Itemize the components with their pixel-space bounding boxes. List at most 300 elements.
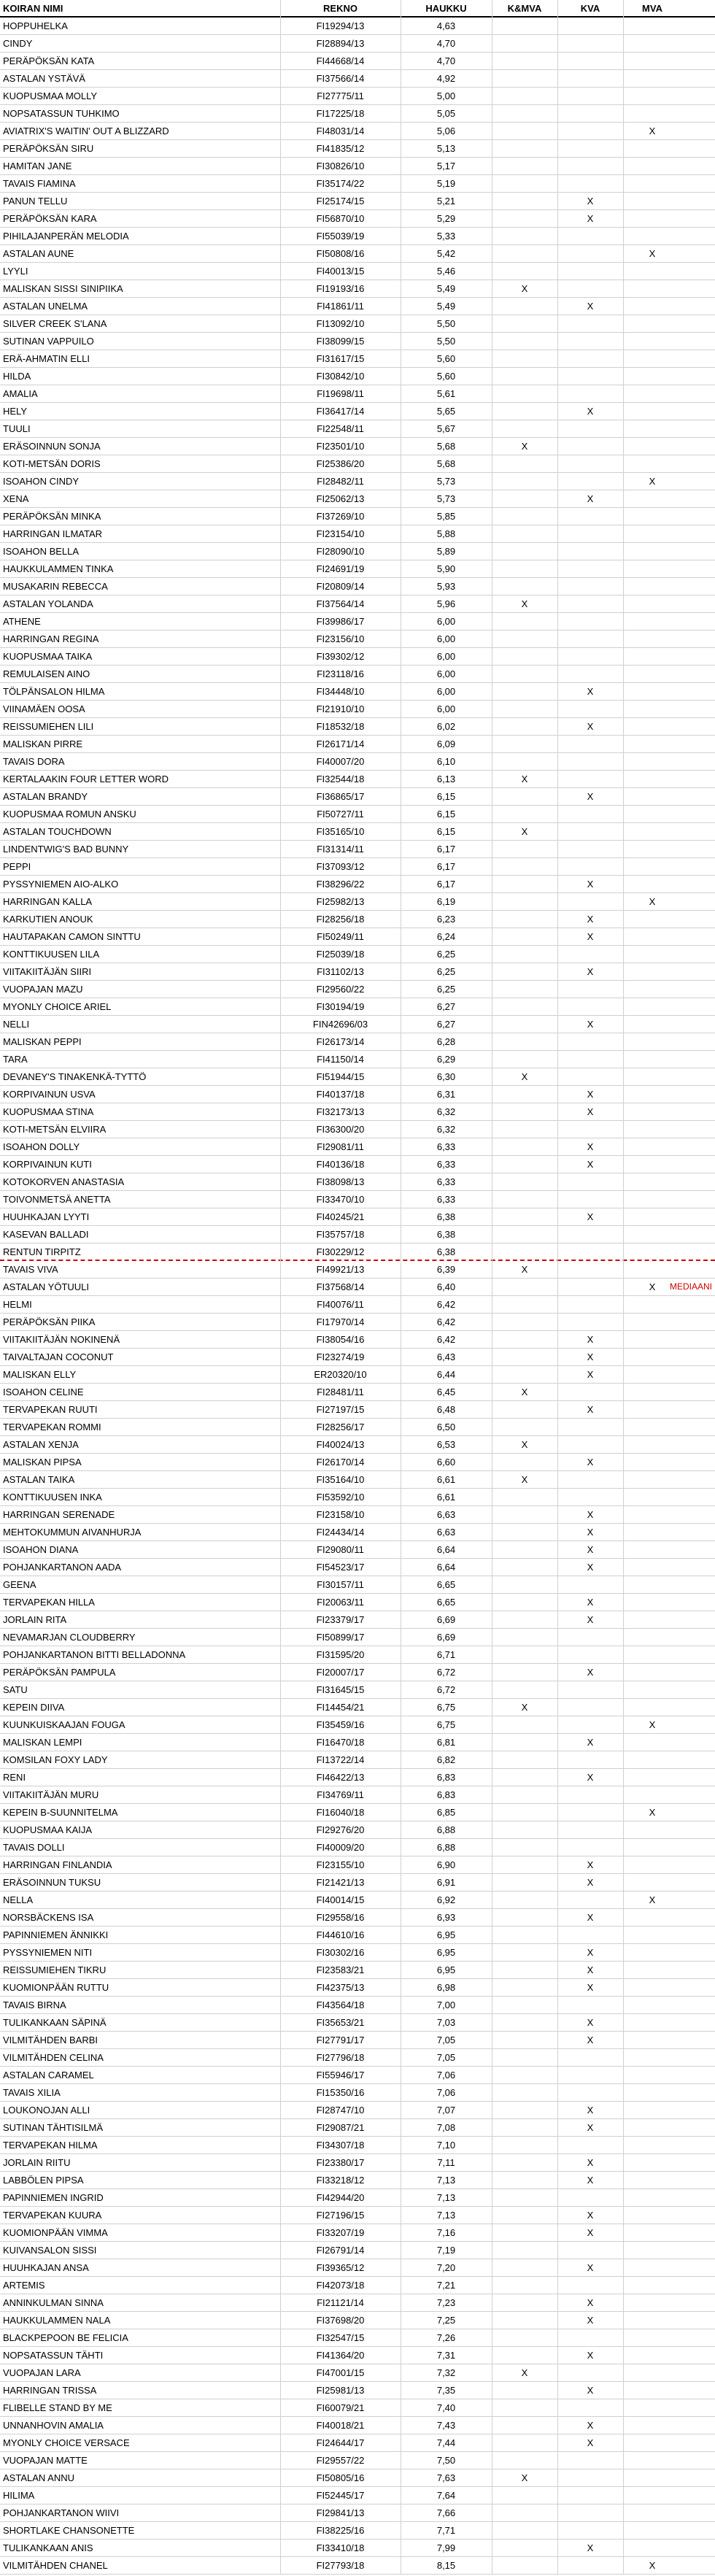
table-row	[0, 1664, 715, 1681]
kmva-mark-cell	[492, 2417, 557, 2434]
dog-name-cell: RENTUN TIRPITZ	[3, 1246, 81, 1257]
table-row	[0, 1068, 715, 1086]
table-row	[0, 543, 715, 560]
haukku-score-cell: 5,50	[436, 336, 456, 347]
dog-name-cell: ASTALAN TAIKA	[3, 1474, 75, 1485]
haukku-score-cell: 6,64	[436, 1544, 456, 1555]
mva-mark-cell	[623, 1786, 681, 1803]
dog-name-cell: KUOPUSMAA STINA	[3, 1106, 94, 1117]
kva-mark-cell	[557, 315, 623, 332]
dog-name-cell: ERÄSOINNUN TUKSU	[3, 1877, 101, 1888]
haukku-score-cell: 7,05	[436, 2052, 456, 2063]
header-mva: MVA	[642, 3, 662, 14]
kmva-mark-cell	[492, 315, 557, 332]
kmva-mark-cell	[492, 1086, 557, 1103]
dog-name-cell: HUUHKAJAN LYYTI	[3, 1211, 90, 1222]
reg-number-cell: FI19698/11	[317, 388, 364, 399]
dog-name-cell: RENI	[3, 1772, 26, 1783]
dog-name-cell: HARRINGAN FINLANDIA	[3, 1859, 112, 1870]
kva-mark-cell	[557, 455, 623, 472]
kmva-mark-cell	[492, 1997, 557, 2013]
mva-mark-cell	[623, 1401, 681, 1418]
mva-mark-cell	[623, 2014, 681, 2031]
mva-mark-cell	[623, 1261, 681, 1278]
reg-number-cell: FI29081/11	[317, 1141, 364, 1152]
haukku-score-cell: 4,70	[436, 38, 456, 49]
mva-mark-cell: X	[649, 1807, 656, 1818]
mva-mark-cell	[623, 2312, 681, 2329]
reg-number-cell: FI38054/16	[316, 1334, 365, 1345]
kva-mark-cell	[557, 1051, 623, 1068]
kmva-mark-cell: X	[521, 1439, 528, 1450]
reg-number-cell: FI28894/13	[316, 38, 365, 49]
kmva-mark-cell	[492, 753, 557, 770]
haukku-score-cell: 6,30	[436, 1071, 456, 1082]
mva-mark-cell	[623, 1103, 681, 1120]
dog-name-cell: TERVAPEKAN RUUTI	[3, 1404, 98, 1415]
kmva-mark-cell	[492, 228, 557, 244]
kva-mark-cell	[557, 823, 623, 840]
mva-mark-cell	[623, 315, 681, 332]
table-row	[0, 2469, 715, 2487]
mva-mark-cell	[623, 1471, 681, 1488]
table-row	[0, 1436, 715, 1454]
kva-mark-cell	[557, 420, 623, 437]
haukku-score-cell: 6,23	[436, 914, 456, 925]
reg-number-cell: FI29558/16	[316, 1912, 365, 1923]
dog-name-cell: ASTALAN CARAMEL	[3, 2070, 94, 2081]
reg-number-cell: FI27197/15	[316, 1404, 365, 1415]
kva-mark-cell	[557, 1033, 623, 1050]
reg-number-cell: FI50727/11	[317, 809, 364, 820]
kva-mark-cell	[557, 560, 623, 577]
dog-name-cell: KARKUTIEN ANOUK	[3, 914, 93, 925]
table-row	[0, 1699, 715, 1716]
haukku-score-cell: 5,50	[436, 318, 456, 329]
reg-number-cell: FI21121/14	[317, 2297, 364, 2308]
mva-mark-cell	[623, 1839, 681, 1856]
dog-name-cell: PAPINNIEMEN INGRID	[3, 2192, 104, 2203]
table-row	[0, 1786, 715, 1804]
dog-name-cell: MALISKAN PIRRE	[3, 739, 83, 749]
mva-mark-cell	[623, 1384, 681, 1400]
haukku-score-cell: 6,31	[436, 1089, 456, 1100]
table-row	[0, 1559, 715, 1576]
haukku-score-cell: 6,92	[436, 1894, 456, 1905]
reg-number-cell: FI38296/22	[316, 879, 365, 890]
kva-mark-cell: X	[587, 2157, 594, 2168]
kmva-mark-cell	[492, 2540, 557, 2556]
dog-name-cell: HILIMA	[3, 2490, 35, 2501]
dog-name-cell: VUOPAJAN MATTE	[3, 2455, 88, 2466]
reg-number-cell: FI47001/15	[316, 2367, 365, 2378]
mva-mark-cell	[623, 70, 681, 87]
kmva-mark-cell	[492, 1016, 557, 1033]
reg-number-cell: FI33218/12	[316, 2175, 365, 2186]
table-row	[0, 2504, 715, 2522]
dog-name-cell: POHJANKARTANON AADA	[3, 1562, 122, 1573]
reg-number-cell: FI51944/15	[316, 1071, 365, 1082]
haukku-score-cell: 7,66	[436, 2507, 456, 2518]
reg-number-cell: FI25982/13	[316, 896, 365, 907]
kva-mark-cell: X	[587, 1369, 594, 1380]
mva-mark-cell	[623, 280, 681, 297]
haukku-score-cell: 6,83	[436, 1772, 456, 1783]
table-row	[0, 1296, 715, 1314]
kmva-mark-cell	[492, 683, 557, 700]
dog-name-cell: ISOAHON DOLLY	[3, 1141, 80, 1152]
mva-mark-cell	[623, 193, 681, 209]
kmva-mark-cell	[492, 2102, 557, 2118]
kmva-mark-cell	[492, 543, 557, 560]
table-row	[0, 823, 715, 841]
reg-number-cell: FI35757/18	[316, 1229, 365, 1240]
haukku-score-cell: 7,32	[436, 2367, 456, 2378]
dog-name-cell: UNNANHOVIN AMALIA	[3, 2420, 104, 2431]
table-row	[0, 1419, 715, 1436]
table-row	[0, 1524, 715, 1541]
kmva-mark-cell	[492, 1962, 557, 1978]
mva-mark-cell	[623, 158, 681, 174]
mva-mark-cell	[623, 543, 681, 560]
dog-name-cell: DEVANEY'S TINAKENKÄ-TYTTÖ	[3, 1071, 147, 1082]
kva-mark-cell: X	[587, 2297, 594, 2308]
table-row	[0, 1243, 715, 1261]
kmva-mark-cell	[492, 1839, 557, 1856]
reg-number-cell: FI60079/21	[316, 2402, 365, 2413]
mva-mark-cell	[623, 1874, 681, 1891]
table-row	[0, 403, 715, 420]
haukku-score-cell: 7,03	[436, 2017, 456, 2028]
dog-name-cell: HARRINGAN REGINA	[3, 633, 99, 644]
table-row	[0, 1156, 715, 1173]
dog-name-cell: ISOAHON CINDY	[3, 476, 80, 487]
kmva-mark-cell	[492, 350, 557, 367]
table-row	[0, 315, 715, 333]
kva-mark-cell: X	[587, 1106, 594, 1117]
dog-name-cell: PERÄPÖKSÄN KARA	[3, 213, 97, 224]
table-row	[0, 1454, 715, 1471]
table-row	[0, 1191, 715, 1208]
kva-mark-cell	[557, 438, 623, 455]
kmva-mark-cell	[492, 2154, 557, 2171]
dog-name-cell: ISOAHON DIANA	[3, 1544, 79, 1555]
kmva-mark-cell	[492, 1243, 557, 1260]
kva-mark-cell	[557, 753, 623, 770]
table-row	[0, 1856, 715, 1874]
kva-mark-cell	[557, 263, 623, 279]
reg-number-cell: FI41150/14	[317, 1054, 364, 1065]
reg-number-cell: FI40009/20	[316, 1842, 365, 1853]
table-row	[0, 648, 715, 666]
haukku-score-cell: 6,29	[436, 1054, 456, 1065]
mva-mark-cell	[623, 823, 681, 840]
mva-mark-cell	[623, 2119, 681, 2136]
kmva-mark-cell	[492, 613, 557, 630]
haukku-score-cell: 7,25	[436, 2315, 456, 2326]
mva-mark-cell: X	[649, 1894, 656, 1905]
kmva-mark-cell	[492, 1646, 557, 1663]
kva-mark-cell: X	[587, 966, 594, 977]
reg-number-cell: FI29087/21	[316, 2122, 365, 2133]
mva-mark-cell	[623, 595, 681, 612]
kva-mark-cell	[557, 666, 623, 682]
reg-number-cell: FI42073/18	[316, 2280, 365, 2291]
kmva-mark-cell	[492, 963, 557, 980]
dog-name-cell: KUOMIONPÄÄN RUTTU	[3, 1982, 109, 1993]
kmva-mark-cell	[492, 385, 557, 402]
kmva-mark-cell	[492, 368, 557, 385]
table-row	[0, 1891, 715, 1909]
reg-number-cell: FI23154/10	[316, 528, 365, 539]
mva-mark-cell	[623, 753, 681, 770]
kmva-mark-cell	[492, 1296, 557, 1313]
table-row	[0, 1962, 715, 1979]
table-row	[0, 2277, 715, 2294]
mva-mark-cell	[623, 1962, 681, 1978]
mva-mark-cell: X	[649, 476, 656, 487]
table-row	[0, 88, 715, 105]
dog-name-cell: GEENA	[3, 1579, 36, 1590]
kmva-mark-cell	[492, 508, 557, 525]
kva-mark-cell	[557, 1821, 623, 1838]
table-row	[0, 368, 715, 385]
reg-number-cell: FI56870/10	[316, 213, 365, 224]
haukku-score-cell: 6,61	[436, 1474, 456, 1485]
reg-number-cell: FI20007/17	[316, 1667, 365, 1678]
reg-number-cell: FI24434/14	[316, 1527, 365, 1538]
reg-number-cell: FI19294/13	[316, 20, 365, 31]
reg-number-cell: FI39302/12	[316, 651, 365, 662]
table-row	[0, 1506, 715, 1524]
kmva-mark-cell	[492, 1576, 557, 1593]
haukku-score-cell: 6,00	[436, 651, 456, 662]
kva-mark-cell	[557, 1804, 623, 1821]
kva-mark-cell	[557, 158, 623, 174]
kmva-mark-cell	[492, 1716, 557, 1733]
mva-mark-cell	[623, 981, 681, 998]
kva-mark-cell: X	[587, 914, 594, 925]
table-row	[0, 420, 715, 438]
kva-mark-cell	[557, 1629, 623, 1646]
haukku-score-cell: 6,40	[436, 1281, 456, 1292]
kva-mark-cell	[557, 525, 623, 542]
kva-mark-cell: X	[587, 301, 594, 312]
kva-mark-cell	[557, 53, 623, 69]
mva-mark-cell	[623, 736, 681, 752]
mva-mark-cell	[623, 2154, 681, 2171]
reg-number-cell: FI39365/12	[316, 2262, 365, 2273]
reg-number-cell: FI55039/19	[316, 231, 365, 242]
dog-name-cell: HAMITAN JANE	[3, 161, 72, 171]
table-row	[0, 701, 715, 718]
kmva-mark-cell	[492, 2522, 557, 2539]
table-row	[0, 2312, 715, 2329]
haukku-score-cell: 6,88	[436, 1842, 456, 1853]
dog-name-cell: KEPEIN B-SUUNNITELMA	[3, 1807, 118, 1818]
reg-number-cell: FI40014/15	[316, 1894, 365, 1905]
haukku-score-cell: 6,63	[436, 1509, 456, 1520]
mva-mark-cell	[623, 613, 681, 630]
kmva-mark-cell	[492, 2347, 557, 2364]
haukku-score-cell: 6,33	[436, 1176, 456, 1187]
reg-number-cell: FI26170/14	[316, 1457, 365, 1468]
kmva-mark-cell	[492, 298, 557, 315]
haukku-score-cell: 6,64	[436, 1562, 456, 1573]
dog-name-cell: ARTEMIS	[3, 2280, 45, 2291]
kmva-mark-cell	[492, 1366, 557, 1383]
table-row	[0, 158, 715, 175]
reg-number-cell: FI25981/13	[316, 2385, 365, 2396]
column-divider	[557, 0, 558, 2575]
mva-mark-cell: X	[649, 248, 656, 259]
dog-name-cell: HARRINGAN SERENADE	[3, 1509, 115, 1520]
haukku-score-cell: 5,49	[436, 301, 456, 312]
table-row	[0, 1173, 715, 1191]
haukku-score-cell: 6,65	[436, 1579, 456, 1590]
dog-name-cell: TUULI	[3, 423, 31, 434]
mva-mark-cell	[623, 1751, 681, 1768]
kmva-mark-cell	[492, 788, 557, 805]
kmva-mark-cell: X	[521, 1474, 528, 1485]
haukku-score-cell: 7,05	[436, 2035, 456, 2045]
kva-mark-cell	[557, 543, 623, 560]
haukku-score-cell: 6,81	[436, 1737, 456, 1748]
haukku-score-cell: 6,82	[436, 1754, 456, 1765]
dog-name-cell: VIITAKIITÄJÄN MURU	[3, 1789, 99, 1800]
table-row	[0, 630, 715, 648]
kmva-mark-cell	[492, 946, 557, 963]
mva-mark-cell	[623, 1559, 681, 1576]
kva-mark-cell	[557, 1226, 623, 1243]
mva-mark-cell	[623, 1173, 681, 1190]
reg-number-cell: FI31595/20	[316, 1649, 365, 1660]
mva-mark-cell	[623, 298, 681, 315]
mva-mark-cell	[623, 1734, 681, 1751]
kva-mark-cell	[557, 2329, 623, 2346]
table-row	[0, 2294, 715, 2312]
table-row	[0, 981, 715, 998]
haukku-score-cell: 6,88	[436, 1824, 456, 1835]
mva-mark-cell	[623, 2277, 681, 2294]
kmva-mark-cell	[492, 578, 557, 595]
table-row	[0, 718, 715, 736]
reg-number-cell: FI55946/17	[316, 2070, 365, 2081]
table-row	[0, 525, 715, 543]
kmva-mark-cell	[492, 2312, 557, 2329]
dog-name-cell: ATHENE	[3, 616, 41, 627]
reg-number-cell: FI40137/18	[316, 1089, 365, 1100]
table-row	[0, 876, 715, 893]
kmva-mark-cell	[492, 420, 557, 437]
dog-name-cell: VUOPAJAN MAZU	[3, 984, 83, 995]
kva-mark-cell	[557, 333, 623, 350]
table-row	[0, 2522, 715, 2540]
kva-mark-cell: X	[587, 196, 594, 207]
table-row	[0, 1734, 715, 1751]
reg-number-cell: FI40136/18	[316, 1159, 365, 1170]
table-row	[0, 1909, 715, 1927]
kmva-mark-cell	[492, 175, 557, 192]
reg-number-cell: FI52445/17	[316, 2490, 365, 2501]
table-row	[0, 1208, 715, 1226]
dog-name-cell: KOTI-METSÄN ELVIIRA	[3, 1124, 107, 1135]
haukku-score-cell: 5,49	[436, 283, 456, 294]
reg-number-cell: FI30842/10	[316, 371, 365, 382]
mva-mark-cell	[623, 771, 681, 787]
haukku-score-cell: 6,00	[436, 616, 456, 627]
kva-mark-cell	[557, 1699, 623, 1716]
haukku-score-cell: 6,17	[436, 879, 456, 890]
reg-number-cell: FI29841/13	[316, 2507, 365, 2518]
haukku-score-cell: 7,40	[436, 2402, 456, 2413]
table-row	[0, 2329, 715, 2347]
table-row	[0, 385, 715, 403]
mva-mark-cell	[623, 578, 681, 595]
mva-mark-cell	[623, 2172, 681, 2189]
reg-number-cell: FI35174/22	[316, 178, 365, 189]
haukku-score-cell: 7,50	[436, 2455, 456, 2466]
dog-name-cell: PERÄPÖKSÄN MINKA	[3, 511, 101, 522]
kva-mark-cell	[557, 473, 623, 490]
mva-mark-cell	[623, 35, 681, 52]
haukku-score-cell: 6,42	[436, 1316, 456, 1327]
dog-name-cell: ERÄSOINNUN SONJA	[3, 441, 101, 452]
table-row	[0, 1594, 715, 1611]
kmva-mark-cell	[492, 1664, 557, 1681]
kva-mark-cell: X	[587, 1019, 594, 1030]
dog-name-cell: HAUKKULAMMEN TINKA	[3, 563, 114, 574]
table-row	[0, 2487, 715, 2504]
kva-mark-cell	[557, 858, 623, 875]
kmva-mark-cell	[492, 2172, 557, 2189]
kva-mark-cell: X	[587, 1544, 594, 1555]
kmva-mark-cell	[492, 560, 557, 577]
mva-mark-cell	[623, 403, 681, 420]
haukku-score-cell: 6,98	[436, 1982, 456, 1993]
haukku-score-cell: 6,38	[436, 1229, 456, 1240]
table-row	[0, 473, 715, 490]
mva-mark-cell	[623, 1086, 681, 1103]
kva-mark-cell	[557, 1646, 623, 1663]
reg-number-cell: FI40024/13	[316, 1439, 365, 1450]
reg-number-cell: FI30194/19	[316, 1001, 365, 1012]
dog-name-cell: HILDA	[3, 371, 31, 382]
dog-name-cell: TAVAIS VIVA	[3, 1264, 58, 1275]
table-row	[0, 455, 715, 473]
reg-number-cell: ER20320/10	[314, 1369, 367, 1380]
kva-mark-cell	[557, 2067, 623, 2083]
mva-mark-cell	[623, 18, 681, 34]
kva-mark-cell: X	[587, 406, 594, 417]
kva-mark-cell	[557, 1173, 623, 1190]
haukku-score-cell: 5,85	[436, 511, 456, 522]
table-row	[0, 911, 715, 928]
mva-mark-cell	[623, 105, 681, 122]
table-row	[0, 508, 715, 525]
dog-name-cell: KONTTIKUUSEN LILA	[3, 949, 100, 960]
dog-name-cell: REMULAISEN AINO	[3, 668, 90, 679]
kva-mark-cell	[557, 998, 623, 1015]
haukku-score-cell: 5,73	[436, 476, 456, 487]
kmva-mark-cell	[492, 2224, 557, 2241]
table-row	[0, 2154, 715, 2172]
kva-mark-cell	[557, 2137, 623, 2153]
reg-number-cell: FI23155/10	[316, 1859, 365, 1870]
reg-number-cell: FI20809/14	[316, 581, 365, 592]
kva-mark-cell	[557, 2399, 623, 2416]
mva-mark-cell	[623, 1664, 681, 1681]
